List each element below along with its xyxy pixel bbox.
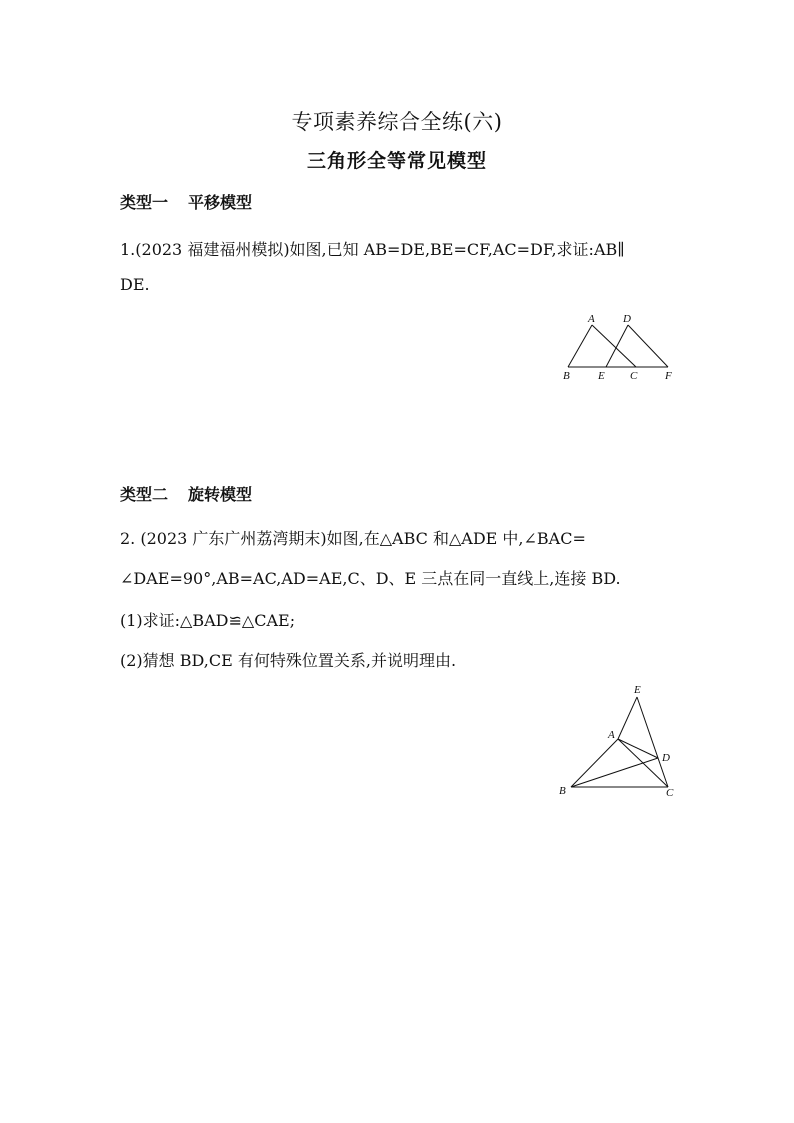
label-c: C bbox=[630, 370, 638, 382]
label-b: B bbox=[563, 370, 570, 382]
section-label: 类型二 bbox=[120, 485, 169, 504]
label-e: E bbox=[598, 370, 605, 382]
label-e: E bbox=[634, 684, 641, 696]
problem-2-line-2: ∠DAE=90°,AB=AC,AD=AE,C、D、E 三点在同一直线上,连接 BD. bbox=[120, 569, 621, 588]
segment-ab bbox=[568, 325, 592, 367]
label-a: A bbox=[588, 313, 595, 325]
segment-df bbox=[628, 325, 668, 367]
section-heading-translation bbox=[120, 190, 252, 213]
problem-1-line-1: 1.(2023 福建福州模拟)如图,已知 AB=DE,BE=CF,AC=DF,求证:AB∥ bbox=[120, 240, 625, 259]
label-d: D bbox=[623, 313, 631, 325]
segment-ec bbox=[637, 697, 668, 787]
section-label: 类型一 bbox=[120, 193, 169, 212]
page-title: 专项素养综合全练(六) bbox=[291, 110, 503, 134]
label-f: F bbox=[665, 370, 672, 382]
page-subtitle: 三角形全等常见模型 bbox=[306, 150, 487, 172]
segment-de bbox=[606, 325, 628, 367]
segment-ab bbox=[571, 739, 618, 787]
problem-2-line-1: 2. (2023 广东广州荔湾期末)如图,在△ABC 和△ADE 中,∠BAC= bbox=[120, 529, 586, 548]
figure-rotation-model bbox=[554, 680, 684, 802]
figure-translation-model bbox=[556, 308, 686, 386]
label-c: C bbox=[666, 787, 674, 799]
problem-1-line-2: DE. bbox=[120, 275, 150, 294]
label-d: D bbox=[662, 752, 670, 764]
segment-bd bbox=[571, 758, 658, 787]
segment-ac bbox=[592, 325, 636, 367]
problem-2-part-1: (1)求证:△BAD≌△CAE; bbox=[120, 611, 296, 630]
section-name: 平移模型 bbox=[188, 193, 253, 212]
label-b: B bbox=[559, 785, 566, 797]
section-heading-rotation bbox=[120, 482, 252, 505]
problem-2-part-2: (2)猜想 BD,CE 有何特殊位置关系,并说明理由. bbox=[120, 651, 457, 670]
section-name: 旋转模型 bbox=[188, 485, 253, 504]
label-a: A bbox=[608, 729, 615, 741]
segment-ae bbox=[618, 697, 637, 739]
